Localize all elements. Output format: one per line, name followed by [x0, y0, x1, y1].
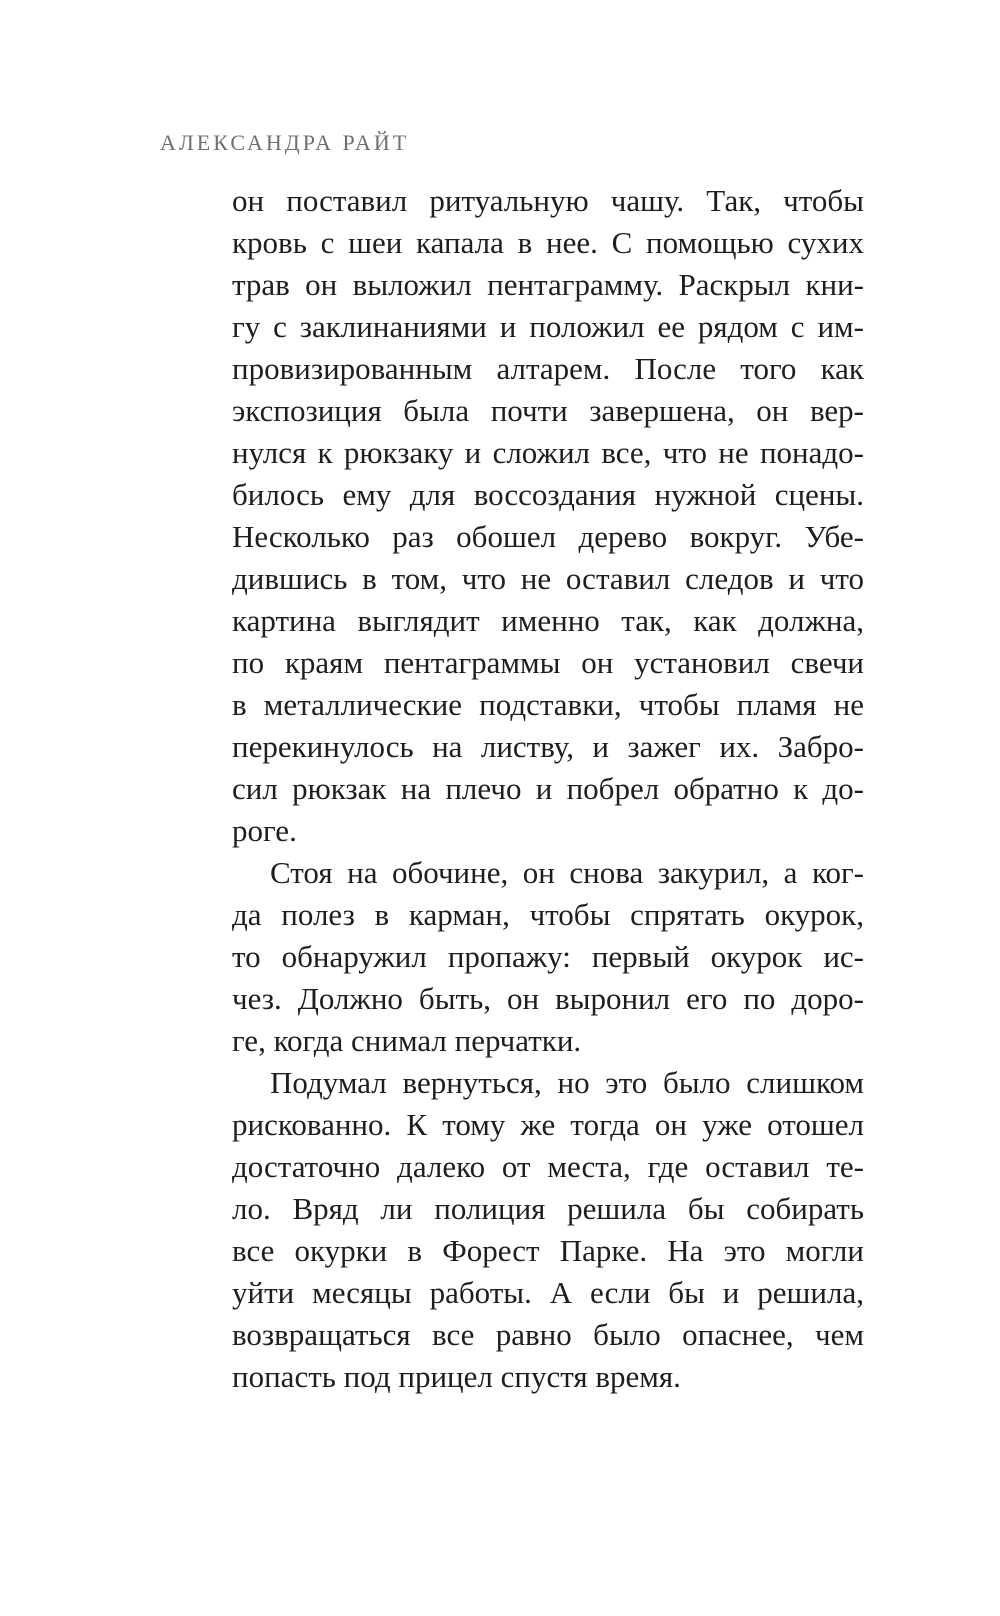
text-line: роге. [232, 813, 297, 848]
text-line: провизированным алтарем. После того как [232, 351, 864, 386]
text-line: рискованно. К тому же тогда он уже отошел [232, 1107, 864, 1142]
text-line: все окурки в Форест Парке. На это могли [232, 1233, 864, 1268]
text-line: нулся к рюкзаку и сложил все, что не понадо- [232, 435, 864, 470]
text-line: достаточно далеко от места, где оставил те- [232, 1149, 864, 1184]
text-line: возвращаться все равно было опаснее, чем [232, 1317, 864, 1352]
text-line: Несколько раз обошел дерево вокруг. Убе- [232, 519, 864, 554]
text-line: ге, когда снимал перчатки. [232, 1023, 582, 1058]
text-line: трав он выложил пентаграмму. Раскрыл кни- [232, 267, 864, 302]
text-line: перекинулось на листву, и зажег их. Забро- [232, 729, 864, 764]
text-line: кровь с шеи капала в нее. С помощью сухих [232, 225, 864, 260]
text-line: билось ему для воссоздания нужной сцены. [232, 477, 864, 512]
text-line: по краям пентаграммы он установил свечи [232, 645, 864, 680]
text-line: ло. Вряд ли полиция решила бы собирать [232, 1191, 864, 1226]
text-line: в металлические подставки, чтобы пламя не [232, 687, 864, 722]
text-line: дившись в том, что не оставил следов и что [232, 561, 864, 596]
text-line: то обнаружил пропажу: первый окурок ис- [232, 939, 864, 974]
text-line: картина выглядит именно так, как должна, [232, 603, 864, 638]
body-text [232, 180, 864, 1398]
running-head-author: АЛЕКСАНДРА РАЙТ [160, 130, 410, 155]
paragraph-start-line: Подумал вернуться, но это было слишком [270, 1065, 864, 1100]
text-line: сил рюкзак на плечо и побрел обратно к до- [232, 771, 864, 806]
text-line: уйти месяцы работы. А если бы и решила, [232, 1275, 864, 1310]
text-line: он поставил ритуальную чашу. Так, чтобы [232, 183, 864, 218]
text-line: да полез в карман, чтобы спрятать окурок, [232, 897, 864, 932]
paragraph-start-line: Стоя на обочине, он снова закурил, а ког- [270, 855, 864, 890]
text-line: чез. Должно быть, он выронил его по доро- [232, 981, 864, 1016]
text-line: экспозиция была почти завершена, он вер- [232, 393, 864, 428]
text-line: гу с заклинаниями и положил ее рядом с им- [232, 309, 864, 344]
text-line: попасть под прицел спустя время. [232, 1359, 681, 1394]
